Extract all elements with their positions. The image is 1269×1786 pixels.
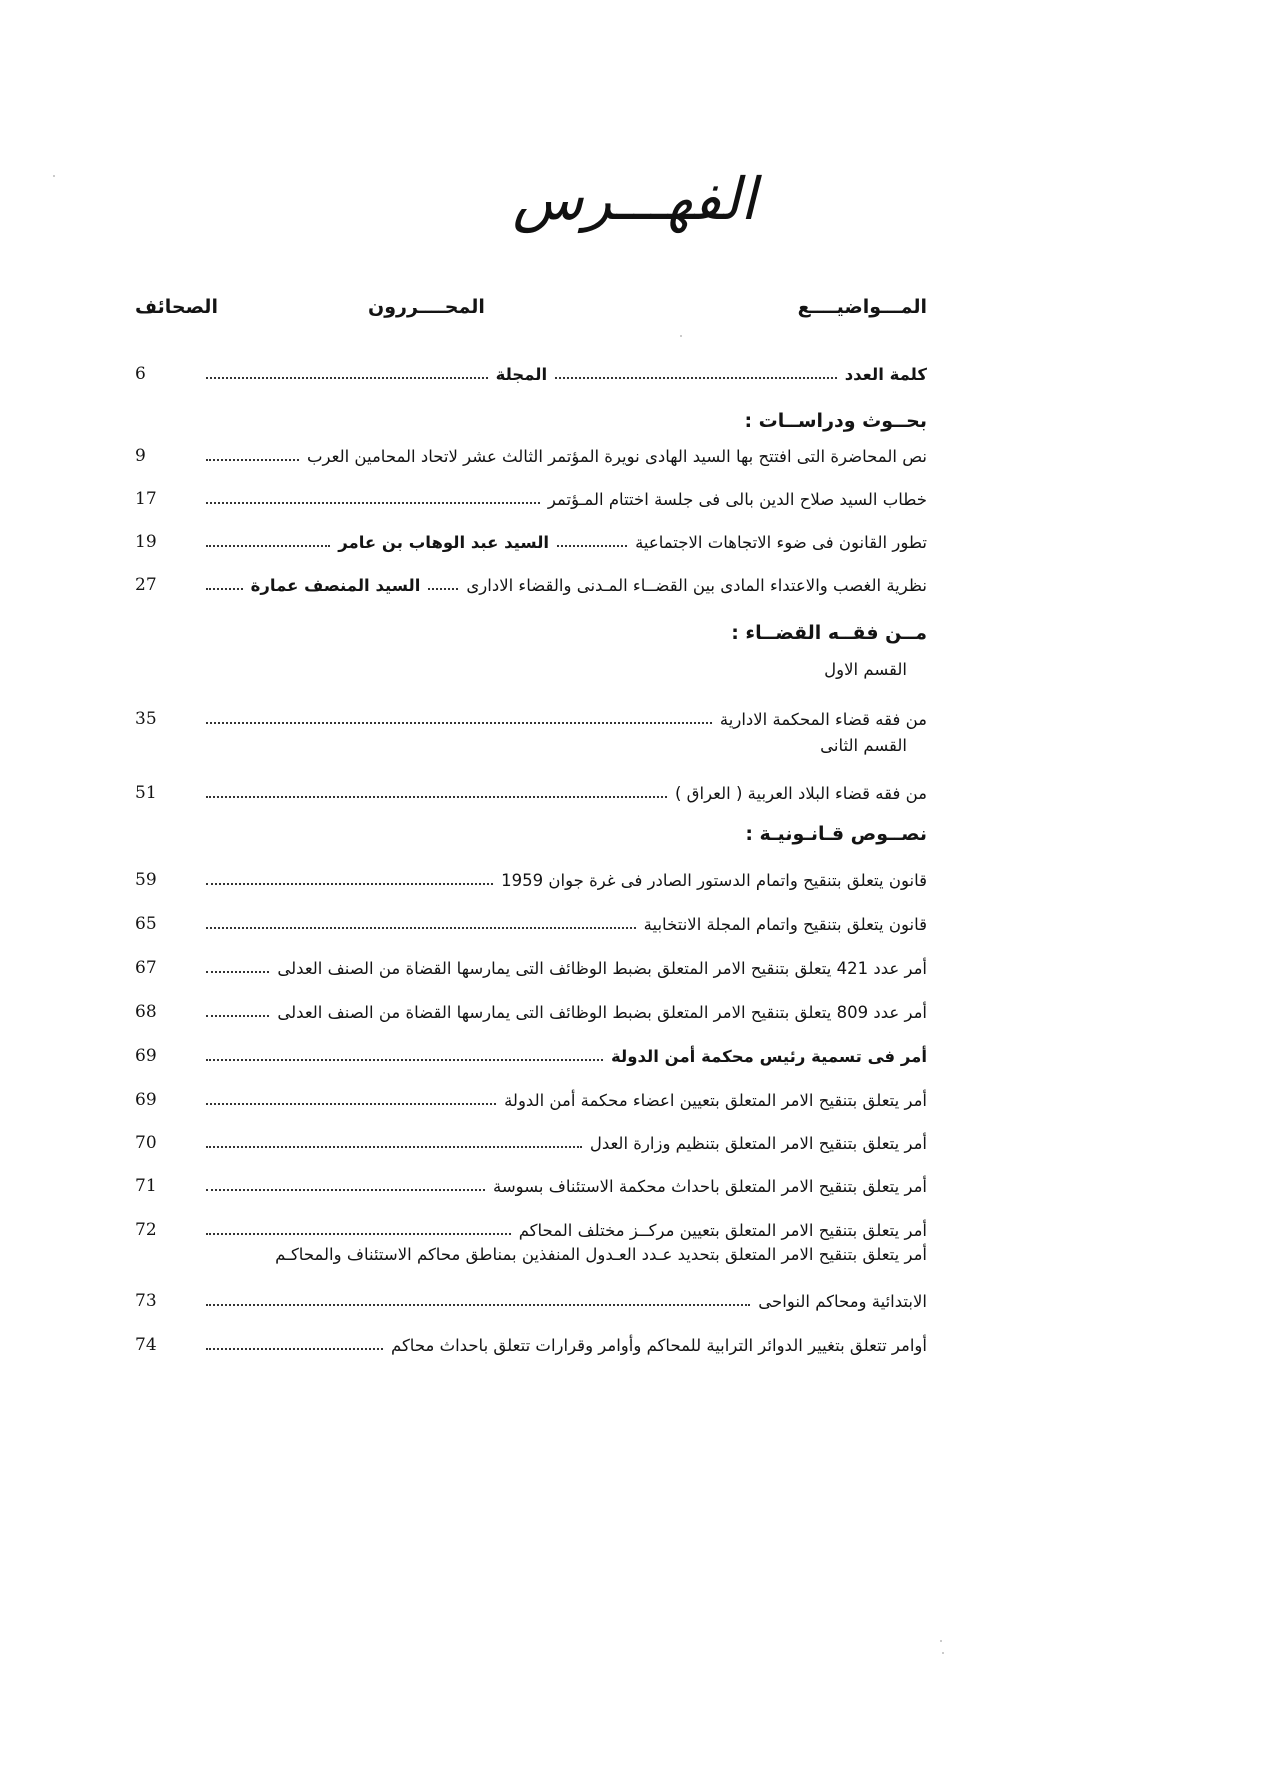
dot-leader <box>206 545 330 547</box>
dot-leader <box>206 1015 269 1017</box>
toc-entry-topic: الابتدائية ومحاكم النواحى <box>758 1291 927 1311</box>
toc-entry-topic-line1: أمر يتعلق بتنقيح الامر المتعلق بتحديد عـدد العـدول المنفذين بمناطق محاكم الاستئناف والمحاكـم <box>275 1245 927 1264</box>
toc-entry-topic: أمر يتعلق بتنقيح الامر المتعلق بتنظيم وزارة العدل <box>589 1133 927 1153</box>
toc-entry-topic: خطاب السيد صلاح الدين بالى فى جلسة اختتام المـؤتمر <box>547 489 927 509</box>
toc-entry[interactable] <box>135 864 927 896</box>
toc-entry[interactable] <box>135 483 927 515</box>
toc-entry[interactable] <box>135 526 927 558</box>
dot-leader <box>206 1348 383 1350</box>
section-heading: نصــوص قـانـونيـة : <box>745 823 927 845</box>
toc-entry-page: 59 <box>135 870 157 890</box>
toc-entry-topic: نظرية الغصب والاعتداء المادى بين القضــاء المـدنى والقضاء الادارى <box>466 575 927 595</box>
toc-entry[interactable] <box>135 358 927 390</box>
dot-leader <box>206 1189 485 1191</box>
toc-entry-page: 73 <box>135 1291 157 1311</box>
toc-entry-page: 74 <box>135 1335 157 1355</box>
column-header-topics: المـــواضيــــع <box>797 296 927 318</box>
dot-leader <box>206 1233 511 1235</box>
toc-entry-page: 70 <box>135 1133 157 1153</box>
section-heading: مــن فقــه القضــاء : <box>731 622 927 644</box>
toc-entry[interactable] <box>135 1127 927 1159</box>
dot-leader <box>206 722 712 724</box>
dot-leader <box>206 588 243 590</box>
toc-entry-topic: أمر يتعلق بتنقيح الامر المتعلق باحداث محكمة الاستئناف بسوسة <box>493 1176 927 1196</box>
toc-entry[interactable] <box>135 569 927 601</box>
toc-entry-topic: أمر عدد 421 يتعلق بتنقيح الامر المتعلق بضبط الوظائف التى يمارسها القضاة من الصنف العدلى <box>277 958 927 978</box>
dot-leader <box>206 1304 750 1306</box>
toc-entry-editor: السيد المنصف عمارة <box>250 575 421 595</box>
scan-speck <box>940 1640 942 1642</box>
toc-entry-topic: أوامر تتعلق بتغيير الدوائر الترابية للمحاكم وأوامر وقرارات تتعلق باحداث محاكم <box>390 1335 927 1355</box>
scan-speck <box>53 175 55 177</box>
toc-entry-page: 35 <box>135 709 157 729</box>
dot-leader <box>206 1146 582 1148</box>
dot-leader <box>206 377 488 379</box>
toc-entry-topic: أمر فى تسمية رئيس محكمة أمن الدولة <box>611 1046 927 1066</box>
toc-entry-page: 65 <box>135 914 157 934</box>
toc-entry-page: 6 <box>135 364 146 384</box>
toc-entry-page: 19 <box>135 532 157 552</box>
dot-leader <box>206 796 667 798</box>
page-title: الفهـــرس <box>512 165 757 233</box>
toc-entry[interactable] <box>135 996 927 1028</box>
toc-entry-page: 71 <box>135 1176 157 1196</box>
toc-entry-page: 17 <box>135 489 157 509</box>
toc-entry[interactable] <box>135 1285 927 1317</box>
dot-leader <box>206 883 493 885</box>
toc-entry-page: 51 <box>135 783 157 803</box>
section-heading: بحــوث ودراســات : <box>744 410 927 432</box>
toc-entry[interactable] <box>135 777 927 809</box>
column-header-pages: الصحائف <box>135 296 218 318</box>
toc-entry-topic: من فقه قضاء البلاد العربية ( العراق ) <box>675 783 927 803</box>
toc-entry[interactable] <box>135 1214 927 1246</box>
dot-leader <box>206 1103 496 1105</box>
toc-entry[interactable] <box>135 1084 927 1116</box>
toc-entry-page: 67 <box>135 958 157 978</box>
dot-leader <box>206 502 540 504</box>
toc-entry-page: 69 <box>135 1090 157 1110</box>
toc-entry[interactable] <box>135 1329 927 1361</box>
toc-entry-page: 68 <box>135 1002 157 1022</box>
toc-entry-topic: من فقه قضاء المحكمة الادارية <box>719 709 927 729</box>
toc-entry-topic: قانون يتعلق بتنقيح واتمام الدستور الصادر فى غرة جوان 1959 <box>501 870 927 890</box>
toc-entry[interactable] <box>135 1040 927 1072</box>
toc-entry-topic: كلمة العدد <box>844 364 927 384</box>
toc-entry[interactable] <box>135 908 927 940</box>
toc-entry-editor: السيد عبد الوهاب بن عامر <box>338 532 550 552</box>
dot-leader <box>206 1059 603 1061</box>
dot-leader <box>206 927 636 929</box>
scan-speck <box>680 335 682 337</box>
toc-entry-page: 69 <box>135 1046 157 1066</box>
dot-leader <box>428 588 458 590</box>
toc-entry-page: 9 <box>135 446 146 466</box>
subsection-label: القسم الاول <box>824 660 907 679</box>
toc-entry-page: 72 <box>135 1220 157 1240</box>
toc-entry-topic: أمر يتعلق بتنقيح الامر المتعلق بتعيين مركــز مختلف المحاكم <box>518 1220 927 1240</box>
toc-entry[interactable] <box>135 952 927 984</box>
toc-entry[interactable] <box>135 1170 927 1202</box>
toc-entry-page: 27 <box>135 575 157 595</box>
toc-entry[interactable] <box>135 703 927 735</box>
toc-entry-topic: قانون يتعلق بتنقيح واتمام المجلة الانتخابية <box>643 914 927 934</box>
toc-entry-topic: أمر يتعلق بتنقيح الامر المتعلق بتعيين اعضاء محكمة أمن الدولة <box>504 1090 927 1110</box>
subsection-label: القسم الثانى <box>820 736 907 755</box>
toc-entry-topic: أمر عدد 809 يتعلق بتنقيح الامر المتعلق بضبط الوظائف التى يمارسها القضاة من الصنف العدلى <box>277 1002 927 1022</box>
dot-leader <box>557 545 627 547</box>
toc-entry-topic: تطور القانون فى ضوء الاتجاهات الاجتماعية <box>635 532 927 552</box>
dot-leader <box>206 459 299 461</box>
scan-speck <box>942 1652 944 1654</box>
toc-entry-editor: المجلة <box>495 364 548 384</box>
toc-entry-topic: نص المحاضرة التى افتتح بها السيد الهادى نويرة المؤتمر الثالث عشر لاتحاد المحامين العرب <box>306 446 927 466</box>
dot-leader <box>206 971 269 973</box>
dot-leader <box>555 377 837 379</box>
column-header-editors: المحــــررون <box>368 296 485 318</box>
toc-entry[interactable] <box>135 440 927 472</box>
